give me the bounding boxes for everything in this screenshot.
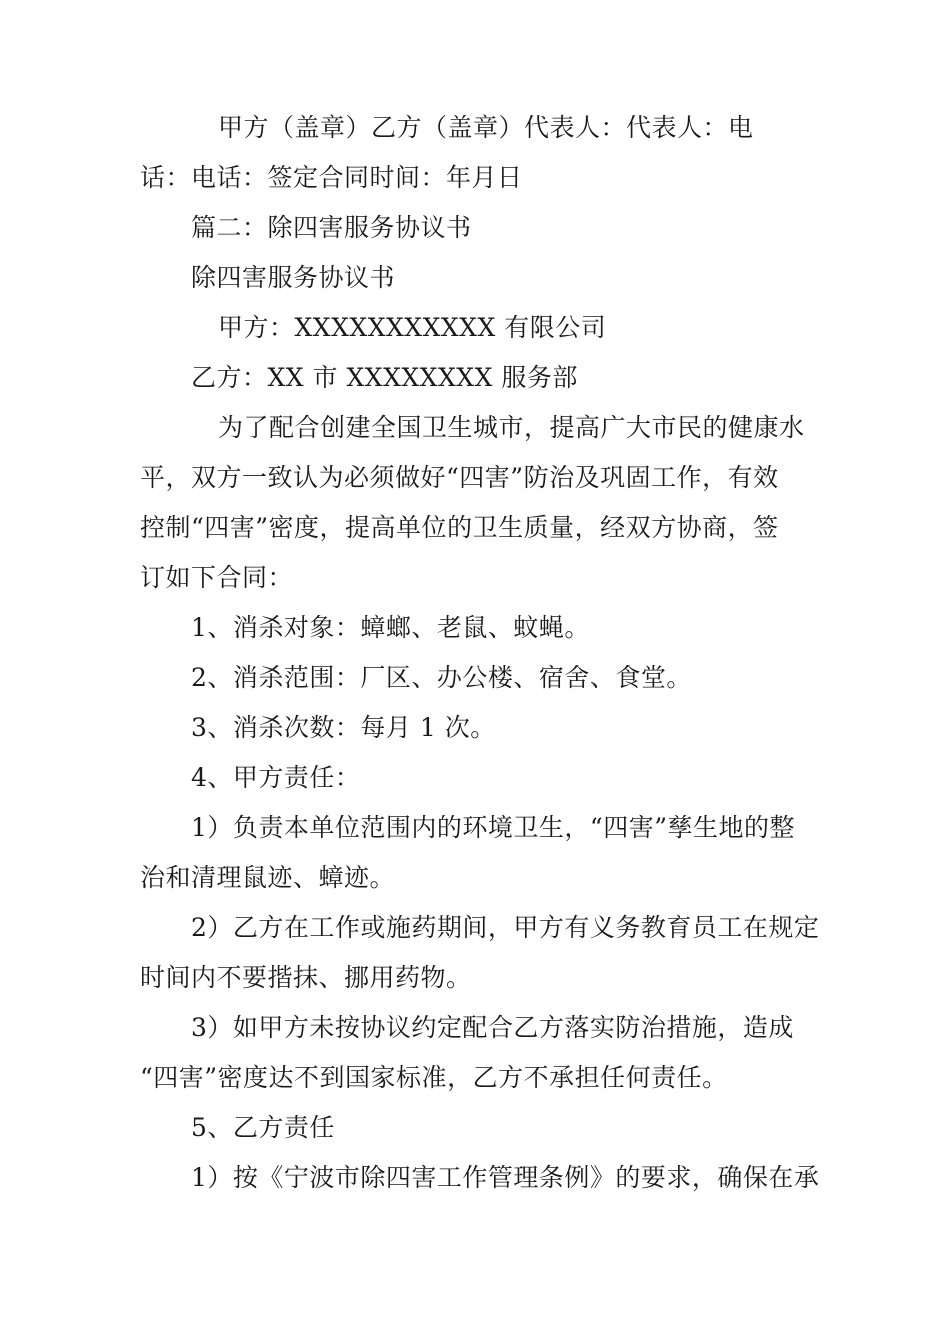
section-heading: 篇二：除四害服务协议书 <box>191 213 472 242</box>
party-a: 甲方：XXXXXXXXXXX 有限公司 <box>218 313 607 342</box>
clause-4-item-3-line-1: 3）如甲方未按协议约定配合乙方落实防治措施，造成 <box>191 1013 794 1042</box>
clause-4-item-1-line-2: 治和清理鼠迹、蟑迹。 <box>140 863 396 892</box>
clause-5-heading: 5、乙方责任 <box>191 1113 335 1142</box>
intro-paragraph-line-2: 平，双方一致认为必须做好“四害”防治及巩固工作，有效 <box>140 463 779 492</box>
clause-4-item-3-line-2: “四害”密度达不到国家标准，乙方不承担任何责任。 <box>140 1063 728 1092</box>
intro-paragraph-line-4: 订如下合同： <box>140 563 294 592</box>
clause-4-heading: 4、甲方责任： <box>191 763 361 792</box>
party-b: 乙方：XX 市 XXXXXXXX 服务部 <box>191 363 578 392</box>
clause-1: 1、消杀对象：蟑螂、老鼠、蚊蝇。 <box>191 613 590 642</box>
signature-line-1: 甲方（盖章）乙方（盖章）代表人：代表人：电 <box>218 113 754 142</box>
clause-5-item-1-line-1: 1）按《宁波市除四害工作管理条例》的要求，确保在承 <box>191 1163 820 1192</box>
intro-paragraph-line-3: 控制“四害”密度，提高单位的卫生质量，经双方协商，签 <box>140 513 779 542</box>
clause-4-item-2-line-2: 时间内不要揩抹、挪用药物。 <box>140 963 472 992</box>
clause-3: 3、消杀次数：每月 1 次。 <box>191 713 496 742</box>
clause-2: 2、消杀范围：厂区、办公楼、宿舍、食堂。 <box>191 663 692 692</box>
clause-4-item-1-line-1: 1）负责本单位范围内的环境卫生，“四害”孳生地的整 <box>191 813 795 842</box>
intro-paragraph-line-1: 为了配合创建全国卫生城市，提高广大市民的健康水 <box>218 413 805 442</box>
clause-4-item-2-line-1: 2）乙方在工作或施药期间，甲方有义务教育员工在规定 <box>191 913 820 942</box>
signature-line-2: 话：电话：签定合同时间：年月日 <box>140 163 523 192</box>
document-title: 除四害服务协议书 <box>191 263 396 292</box>
